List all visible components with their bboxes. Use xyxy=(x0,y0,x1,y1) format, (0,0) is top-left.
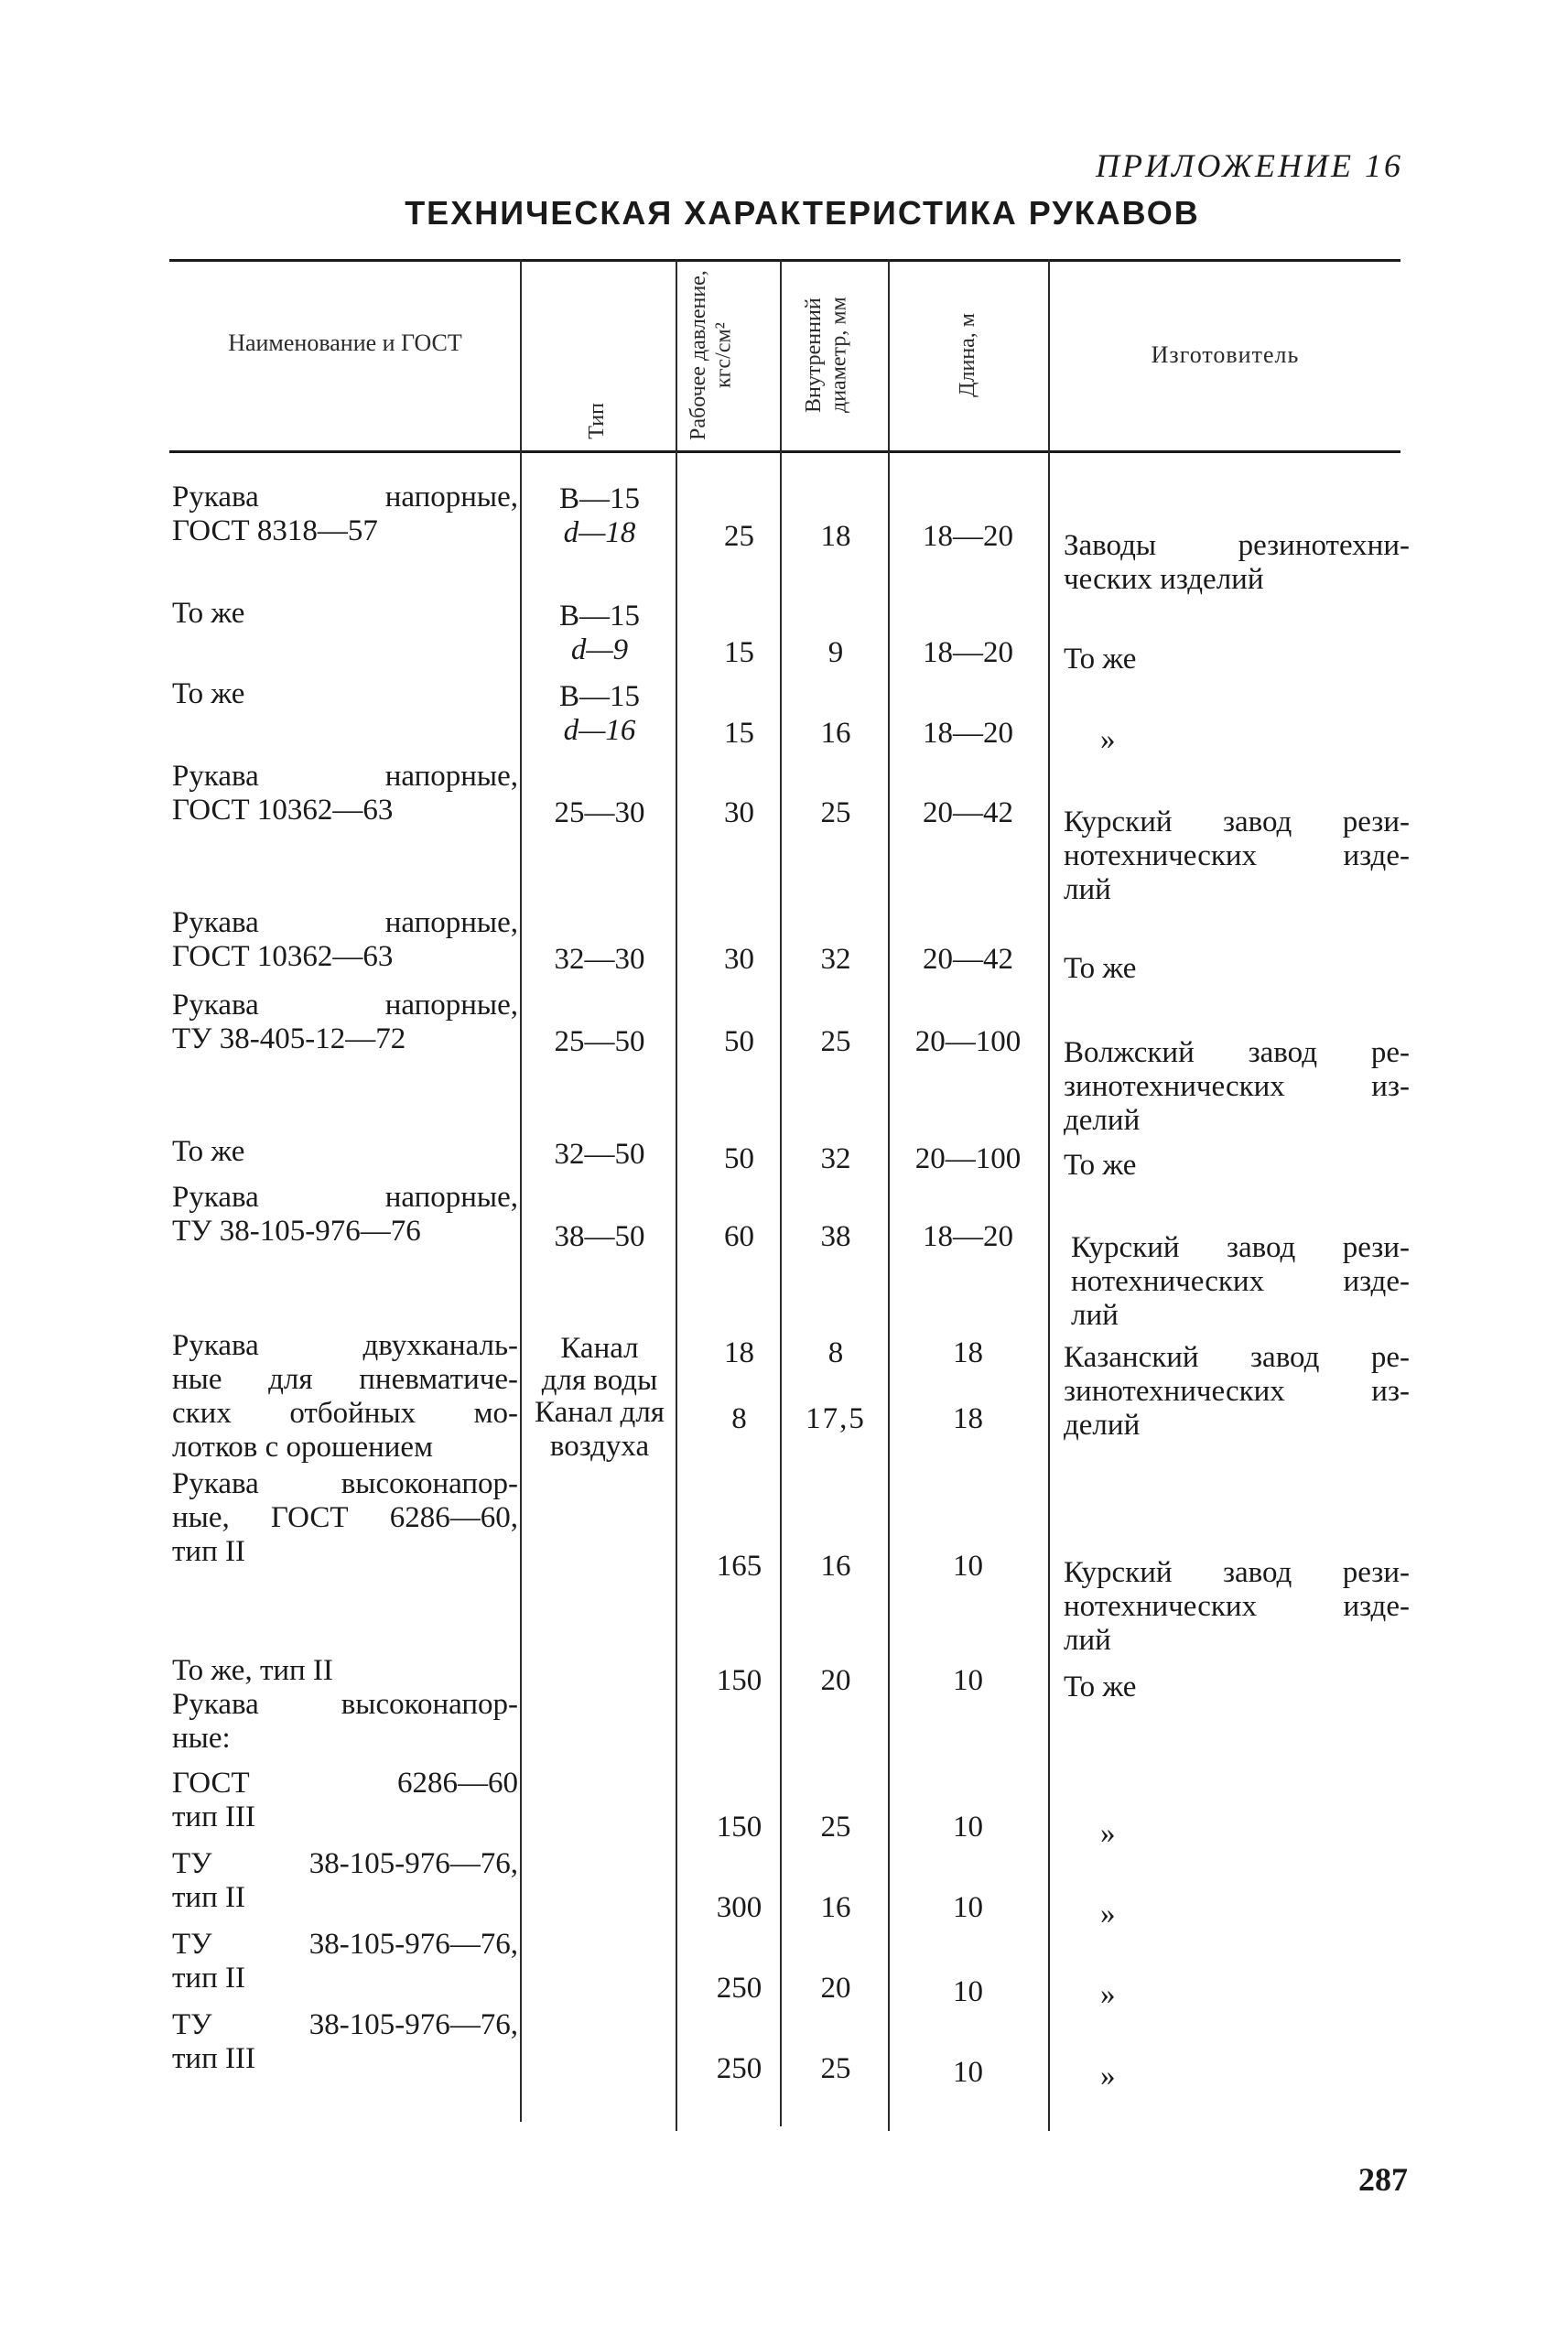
row-length: 18 xyxy=(953,1402,983,1435)
row-maker: нотехнических изде- xyxy=(1071,1265,1410,1298)
row-length: 10 xyxy=(953,1811,983,1844)
row-diameter: 25 xyxy=(820,1811,851,1844)
row-diameter: 17,5 xyxy=(806,1402,866,1435)
row-length: 18—20 xyxy=(923,1220,1013,1253)
row-maker: зинотехнических из- xyxy=(1064,1070,1410,1103)
row-name: ТУ 38-105-976—76, xyxy=(172,2008,518,2041)
row-diameter: 18 xyxy=(820,520,851,553)
column-header-pressure xyxy=(677,261,778,449)
page-number: 287 xyxy=(1358,2161,1408,2198)
row-type: 32—30 xyxy=(554,943,645,976)
row-name: Рукава напорные, xyxy=(172,481,518,514)
column-header-maker xyxy=(1050,261,1400,449)
row-name: Рукава высоконапор- xyxy=(172,1688,518,1721)
row-length: 10 xyxy=(953,2056,983,2089)
row-maker: Курский завод рези- xyxy=(1064,806,1410,838)
row-name: Рукава напорные, xyxy=(172,906,518,939)
row-diameter: 32 xyxy=(820,1142,851,1175)
row-length: 20—42 xyxy=(923,943,1013,976)
column-header-length xyxy=(890,261,1046,449)
row-name: Рукава напорные, xyxy=(172,1181,518,1214)
row-maker: лий xyxy=(1071,1299,1119,1332)
row-name: ТУ 38-105-976—76, xyxy=(172,1847,518,1880)
row-maker: Заводы резинотехни- xyxy=(1064,529,1410,562)
column-divider xyxy=(520,259,522,2122)
row-maker: нотехнических изде- xyxy=(1064,1590,1410,1623)
row-maker: То же xyxy=(1064,952,1137,985)
row-maker: » xyxy=(1100,2060,1116,2092)
row-pressure: 50 xyxy=(724,1025,754,1058)
row-diameter: 38 xyxy=(820,1220,851,1253)
column-divider xyxy=(888,259,890,2131)
row-pressure: 60 xyxy=(724,1220,754,1253)
row-pressure: 250 xyxy=(716,1972,762,2005)
row-diameter: 25 xyxy=(820,796,851,829)
row-length: 20—100 xyxy=(914,1025,1022,1058)
row-pressure: 18 xyxy=(724,1336,754,1369)
column-header-name-text: Наименование и ГОСТ xyxy=(228,330,462,356)
row-type: 38—50 xyxy=(554,1220,645,1253)
row-pressure: 15 xyxy=(724,717,754,750)
row-maker: » xyxy=(1100,723,1116,756)
row-name: ТУ 38-105-976—76, xyxy=(172,1928,518,1961)
row-name: тип II xyxy=(172,1881,245,1914)
row-type: В—15 xyxy=(558,482,640,515)
row-name: ТУ 38-105-976—76 xyxy=(172,1215,421,1248)
row-diameter: 20 xyxy=(820,1972,851,2005)
row-maker: » xyxy=(1100,1978,1116,2011)
column-header-type xyxy=(522,261,674,439)
row-diameter: 16 xyxy=(820,717,851,750)
row-name: тип II xyxy=(172,1962,245,1995)
row-maker: зинотехнических из- xyxy=(1064,1375,1410,1408)
row-type: d—9 xyxy=(570,633,629,666)
row-length: 10 xyxy=(953,1891,983,1924)
row-pressure: 50 xyxy=(724,1142,754,1175)
row-type: 25—50 xyxy=(554,1025,645,1058)
row-maker: Курский завод рези- xyxy=(1064,1556,1410,1589)
row-name: То же xyxy=(172,677,245,710)
row-length: 10 xyxy=(953,1664,983,1697)
row-name: ГОСТ 8318—57 xyxy=(172,514,378,547)
row-pressure: 300 xyxy=(716,1891,762,1924)
row-maker: делий xyxy=(1064,1104,1141,1137)
row-diameter: 25 xyxy=(820,1025,851,1058)
row-diameter: 9 xyxy=(827,636,844,669)
row-name: Рукава высоконапор- xyxy=(172,1467,518,1500)
row-maker: Волжский завод ре- xyxy=(1064,1036,1410,1069)
row-length: 10 xyxy=(953,1975,983,2008)
row-diameter: 16 xyxy=(820,1891,851,1924)
row-name: Рукава двухканаль- xyxy=(172,1329,518,1362)
row-name: ные: xyxy=(172,1722,231,1755)
row-diameter: 32 xyxy=(820,943,851,976)
row-type: d—18 xyxy=(563,516,636,549)
row-pressure: 150 xyxy=(716,1811,762,1844)
appendix-label: ПРИЛОЖЕНИЕ 16 xyxy=(1096,147,1403,184)
row-maker: делий xyxy=(1064,1409,1141,1442)
row-name: лотков с орошением xyxy=(172,1431,433,1464)
row-maker: лий xyxy=(1064,873,1111,906)
row-pressure: 30 xyxy=(724,943,754,976)
row-length: 20—42 xyxy=(923,796,1013,829)
row-name: ные, ГОСТ 6286—60, xyxy=(172,1501,518,1534)
row-type: Канал xyxy=(560,1332,639,1365)
column-header-maker-text: Изготовитель xyxy=(1151,341,1300,368)
row-type: В—15 xyxy=(558,600,640,633)
row-maker: То же xyxy=(1064,643,1137,676)
row-length: 20—100 xyxy=(914,1142,1022,1175)
row-name: Рукава напорные, xyxy=(172,989,518,1022)
row-pressure: 165 xyxy=(716,1550,762,1583)
row-name: ГОСТ 10362—63 xyxy=(172,940,394,973)
row-maker: Казанский завод ре- xyxy=(1064,1341,1410,1374)
row-pressure: 8 xyxy=(731,1402,747,1435)
row-maker: » xyxy=(1100,1898,1116,1930)
row-pressure: 250 xyxy=(716,2052,762,2085)
row-diameter: 16 xyxy=(820,1550,851,1583)
row-diameter: 8 xyxy=(827,1336,844,1369)
row-name: ные для пневматиче- xyxy=(172,1363,518,1396)
row-name: То же xyxy=(172,597,245,630)
row-type: В—15 xyxy=(558,680,640,713)
row-diameter: 20 xyxy=(820,1664,851,1697)
column-header-diameter xyxy=(782,261,886,449)
row-pressure: 15 xyxy=(724,636,754,669)
row-maker: Курский завод рези- xyxy=(1071,1231,1410,1264)
row-name: То же, тип II xyxy=(172,1654,333,1687)
row-diameter: 25 xyxy=(820,2052,851,2085)
row-length: 18 xyxy=(953,1336,983,1369)
row-name: тип III xyxy=(172,2042,255,2075)
page-title: ТЕХНИЧЕСКАЯ ХАРАКТЕРИСТИКА РУКАВОВ xyxy=(405,194,1200,232)
row-type: 32—50 xyxy=(554,1138,645,1171)
column-header-diameter-text: Внутренний диаметр, мм xyxy=(802,297,851,413)
row-maker: То же xyxy=(1064,1149,1137,1182)
row-pressure: 25 xyxy=(724,520,754,553)
row-length: 18—20 xyxy=(923,717,1013,750)
column-header-pressure-text: Рабочее давление, кгс/см² xyxy=(687,269,736,440)
column-header-name xyxy=(172,261,518,449)
row-type: d—16 xyxy=(563,714,636,747)
column-header-length-text: Длина, м xyxy=(955,312,979,397)
row-length: 18—20 xyxy=(923,636,1013,669)
column-divider xyxy=(1048,259,1050,2131)
row-name: ГОСТ 6286—60 xyxy=(172,1767,518,1800)
row-name: Рукава напорные, xyxy=(172,760,518,793)
row-name: ГОСТ 10362—63 xyxy=(172,794,394,827)
row-length: 10 xyxy=(953,1550,983,1583)
row-name: тип III xyxy=(172,1801,255,1833)
row-type: для воды xyxy=(541,1364,658,1397)
row-maker: То же xyxy=(1064,1671,1137,1703)
header-rule xyxy=(169,450,1400,453)
row-maker: нотехнических изде- xyxy=(1064,839,1410,872)
row-name: То же xyxy=(172,1135,245,1168)
row-type: Канал для xyxy=(535,1396,665,1429)
row-maker: » xyxy=(1100,1817,1116,1850)
row-type: воздуха xyxy=(549,1430,650,1463)
row-length: 18—20 xyxy=(923,520,1013,553)
row-pressure: 30 xyxy=(724,796,754,829)
row-name: ТУ 38-405-12—72 xyxy=(172,1022,406,1055)
row-pressure: 150 xyxy=(716,1664,762,1697)
row-maker: лий xyxy=(1064,1624,1111,1657)
row-name: тип II xyxy=(172,1535,245,1568)
row-name: ских отбойных мо- xyxy=(172,1397,518,1430)
column-header-type-text: Тип xyxy=(585,403,610,439)
row-type: 25—30 xyxy=(554,796,645,829)
row-maker: ческих изделий xyxy=(1064,563,1264,596)
